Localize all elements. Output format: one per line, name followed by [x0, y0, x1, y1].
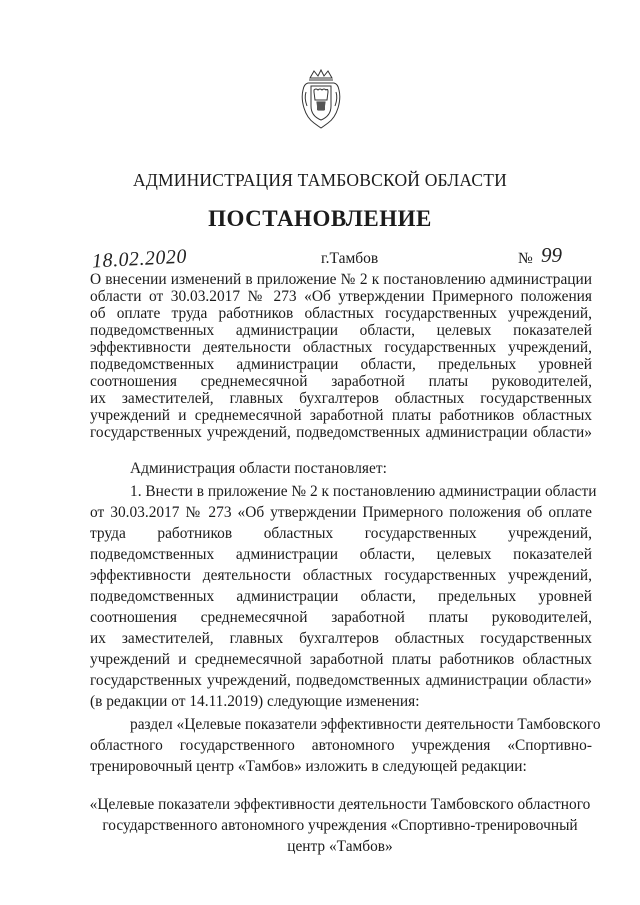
title-line: об оплате труда работников областных государственных учреждений, — [90, 305, 592, 322]
body-line: государственных учреждений, подведомственных администрации области» — [90, 672, 592, 689]
title-line: О внесении изменений в приложение № 2 к постановлению администрации — [90, 271, 592, 288]
handwritten-number: 99 — [541, 243, 562, 267]
body-line: соотношения среднемесячной заработной платы руководителей, — [90, 609, 592, 626]
title-line: области от 30.03.2017 № 273 «Об утверждении Примерного положения — [90, 288, 592, 305]
title-line: государственных учреждений, подведомственных администрации области» — [90, 424, 592, 441]
body-line: (в редакции от 14.11.2019) следующие изменения: — [90, 693, 420, 710]
quote-line: государственного автономного учреждения «Спортивно-тренировочный — [102, 817, 578, 834]
body-line: тренировочный центр «Тамбов» изложить в следующей редакции: — [90, 758, 527, 775]
body-line: 1. Внести в приложение № 2 к постановлению администрации области — [130, 483, 597, 500]
city: г.Тамбов — [321, 250, 379, 267]
body-line: подведомственных администрации области, целевых показателей — [90, 546, 592, 563]
title-line: эффективности деятельности областных государственных учреждений, — [90, 339, 592, 356]
body-line: учреждений и среднемесячной заработной платы работников областных — [90, 651, 592, 668]
quote-line: центр «Тамбов» — [287, 838, 393, 855]
body-line: раздел «Целевые показатели эффективности деятельности Тамбовского — [130, 716, 601, 733]
title-line: подведомственных администрации области, предельных уровней — [90, 356, 592, 373]
title-line: подведомственных администрации области, целевых показателей — [90, 322, 592, 339]
body-line: эффективности деятельности областных государственных учреждений, — [90, 567, 592, 584]
title-line: их заместителей, главных бухгалтеров областных государственных — [90, 390, 592, 407]
document-type: ПОСТАНОВЛЕНИЕ — [208, 206, 432, 231]
title-line: соотношения среднемесячной заработной платы руководителей, — [90, 373, 592, 390]
body-line: областного государственного автономного учреждения «Спортивно- — [90, 737, 592, 754]
body-line: их заместителей, главных бухгалтеров областных государственных — [90, 630, 592, 647]
title-line: учреждений и среднемесячной заработной платы работников областных — [90, 407, 592, 424]
body-line: от 30.03.2017 № 273 «Об утверждении Примерного положения об оплате — [90, 504, 592, 521]
org-name: АДМИНИСТРАЦИЯ ТАМБОВСКОЙ ОБЛАСТИ — [133, 170, 507, 190]
body-line: труда работников областных государственных учреждений, — [90, 525, 592, 542]
number-sign: № — [518, 250, 533, 267]
body-line: подведомственных администрации области, предельных уровней — [90, 588, 592, 605]
handwritten-date: 18.02.2020 — [91, 245, 188, 273]
resolves-statement: Администрация области постановляет: — [130, 460, 387, 477]
quote-line: «Целевые показатели эффективности деятельности Тамбовского областного — [89, 796, 591, 813]
